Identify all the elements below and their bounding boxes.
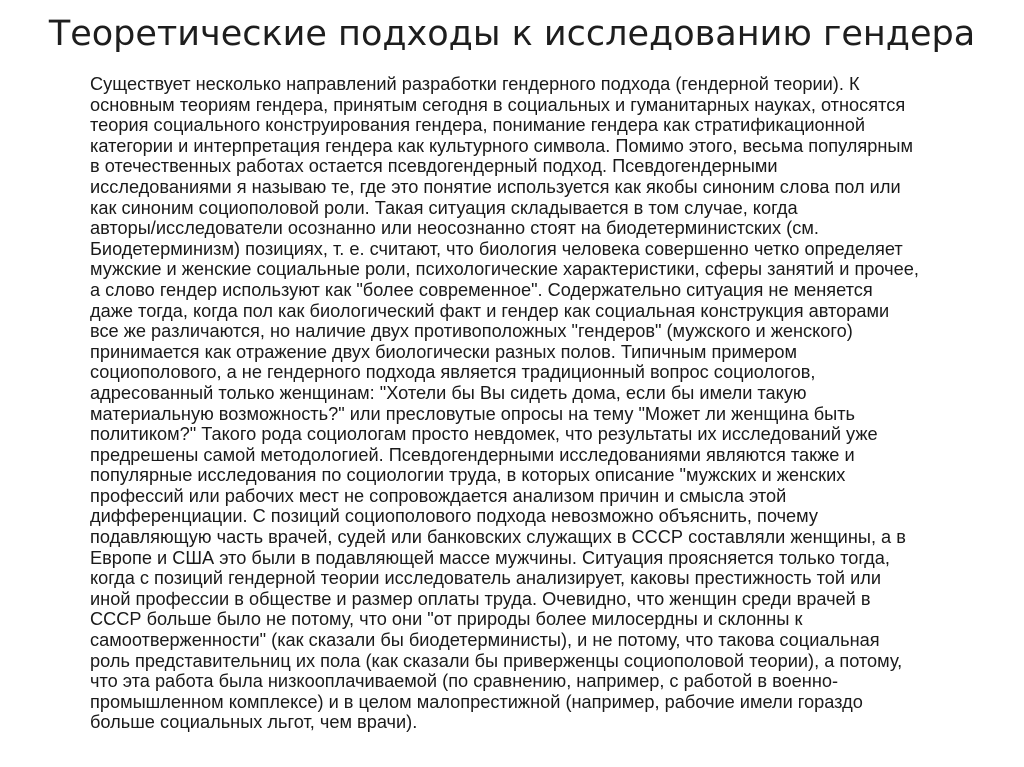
text-line: самоотверженности" (как сказали бы биодетерминисты), и не потому, что такова социальная [90,630,880,651]
text-line: что эта работа была низкооплачиваемой (по сравнению, например, с работой в военно- [90,671,839,692]
text-line: теория социального конструирования гендера, понимание гендера как стратификационной [90,115,865,136]
text-line: а слово гендер используют как "более современное". Содержательно ситуация не меняется [90,279,873,300]
text-line: социополового, а не гендерного подхода является традиционный вопрос социологов, [90,362,816,383]
text-line: предрешены самой методологией. Псевдогендерными исследованиями являются также и [90,444,855,465]
text-line: подавляющую часть врачей, судей или банковских служащих в СССР составляли женщины, а в [90,527,906,548]
text-line: авторы/исследователи осознанно или неосознанно стоят на биодетерминистских (см. [90,218,819,239]
text-line: СССР больше было не потому, что они "от природы более милосердны и склонны к [90,609,803,630]
text-line: мужские и женские социальные роли, психологические характеристики, сферы занятий и прочее, [90,259,919,280]
body-text [90,74,950,733]
text-line: основным теориям гендера, принятым сегодня в социальных и гуманитарных науках, относятся [90,94,906,115]
text-line: роль представительниц их пола (как сказали бы приверженцы социополовой теории), а потому, [90,650,903,671]
text-line: в отечественных работах остается псевдогендерный подход. Псевдогендерными [90,156,778,177]
text-line: как синоним социополовой роли. Такая ситуация складывается в том случае, когда [90,197,798,218]
text-line: Европе и США это были в подавляющей массе мужчины. Ситуация проясняется только тогда, [90,547,890,568]
text-line: адресованный только женщинам: "Хотели бы Вы сидеть дома, если бы имели такую [90,382,807,403]
text-line: все же различаются, но наличие двух противоположных "гендеров" (мужского и женского) [90,321,853,342]
text-line: иной профессии в обществе и размер оплаты труда. Очевидно, что женщин среди врачей в [90,588,871,609]
text-line: даже тогда, когда пол как биологический факт и гендер как социальная конструкция авторами [90,300,890,321]
text-line: промышленном комплексе) и в целом малопрестижной (например, рабочие имели гораздо [90,691,863,712]
text-line: дифференциации. С позиций социополового подхода невозможно объяснить, почему [90,506,818,527]
text-line: когда с позиций гендерной теории исследователь анализирует, каковы престижность той или [90,568,882,589]
text-line: популярные исследования по социологии труда, в которых описание "мужских и женских [90,465,846,486]
text-line: категории и интерпретация гендера как культурного символа. Помимо этого, весьма популярным [90,135,913,156]
text-line: материальную возможность?" или пресловутые опросы на тему "Может ли женщина быть [90,403,856,424]
text-line: профессий или рабочих мест не сопровождается анализом причин и смысла этой [90,485,787,506]
text-line: Существует несколько направлений разработки гендерного подхода (гендерной теории). К [90,74,860,94]
text-line: Биодетерминизм) позициях, т. е. считают, что биология человека совершенно четко определяет [90,238,903,259]
text-line: принимается как отражение двух биологически разных полов. Типичным примером [90,341,797,362]
text-line: политиком?" Такого рода социологам просто невдомек, что результаты их исследований уже [90,424,878,445]
text-line: исследованиями я называю те, где это понятие используется как якобы синоним слова пол или [90,176,901,197]
text-line: больше социальных льгот, чем врачи). [90,712,418,733]
slide-title: Теоретические подходы к исследованию гендера [48,14,976,54]
